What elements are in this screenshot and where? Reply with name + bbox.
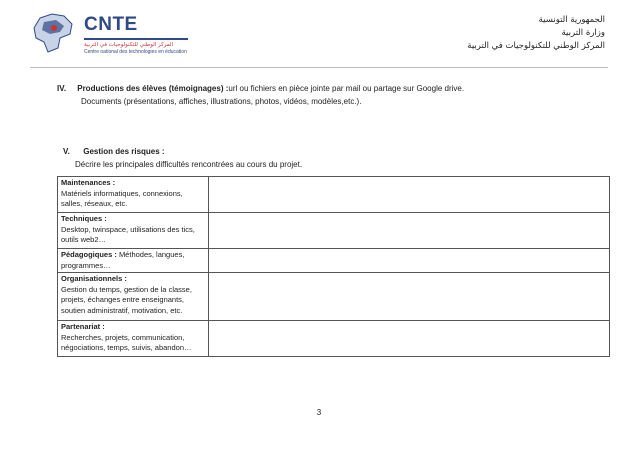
row-label-cell xyxy=(58,177,209,213)
row-title: Partenariat : xyxy=(61,322,105,331)
row-title: Pédagogiques : xyxy=(61,250,117,259)
cnte-logo xyxy=(30,12,200,62)
row-description: Desktop, twinspace, utilisations des tics, outils web2… xyxy=(61,224,195,244)
row-answer-cell[interactable] xyxy=(209,273,610,321)
row-description: Recherches, projets, communication, négociations, temps, suivis, abandon… xyxy=(61,332,192,352)
section-v-number: V. xyxy=(63,147,70,156)
table-row xyxy=(58,321,610,357)
section-v-subtext: Décrire les principales difficultés rencontrées au cours du projet. xyxy=(75,160,303,169)
row-description: Gestion du temps, gestion de la classe, projets, échanges entre enseignants, soutien administratif, motivation, etc. xyxy=(61,284,192,315)
logo-subtitle-arabic: المركز الوطني للتكنولوجيات في التربية xyxy=(84,42,174,48)
section-v-title: Gestion des risques : xyxy=(83,147,165,156)
header-line-republic: الجمهورية التونسية xyxy=(538,15,605,25)
row-description: Matériels informatiques, connexions, salles, réseaux, etc. xyxy=(61,188,183,208)
row-label-cell xyxy=(58,321,209,357)
arabic-header-lines xyxy=(467,14,605,53)
header-line-ministry: وزارة التربية xyxy=(561,28,605,38)
logo-divider xyxy=(84,38,188,40)
table-row xyxy=(58,273,610,321)
page-number: 3 xyxy=(316,408,322,417)
table-row xyxy=(58,249,610,273)
row-label-cell xyxy=(58,213,209,249)
row-title: Organisationnels : xyxy=(61,274,127,283)
tunisia-map-logo-icon xyxy=(30,12,76,54)
section-iv-heading xyxy=(57,84,464,93)
row-description: Méthodes, langues, programmes… xyxy=(61,250,185,270)
header-line-centre: المركز الوطني للتكنولوجيات في التربية xyxy=(467,41,605,51)
row-answer-cell[interactable] xyxy=(209,177,610,213)
table-row xyxy=(58,213,610,249)
logo-name: CNTE xyxy=(84,14,138,35)
row-answer-cell[interactable] xyxy=(209,213,610,249)
risk-table xyxy=(57,176,610,357)
section-iv-text: url ou fichiers en pièce jointe par mail ou partage sur Google drive. xyxy=(228,84,465,93)
row-label-cell xyxy=(58,249,209,273)
section-iv-number: IV. xyxy=(57,84,67,93)
page-header xyxy=(0,0,638,72)
row-answer-cell[interactable] xyxy=(209,249,610,273)
row-answer-cell[interactable] xyxy=(209,321,610,357)
row-title: Maintenances : xyxy=(61,178,116,187)
row-title: Techniques : xyxy=(61,214,107,223)
table-row xyxy=(58,177,610,213)
section-iv-title: Productions des élèves (témoignages) : xyxy=(77,84,229,93)
section-v-heading xyxy=(63,147,165,156)
section-iv-subtext: Documents (présentations, affiches, illustrations, photos, vidéos, modèles,etc.). xyxy=(81,97,362,106)
header-rule xyxy=(30,67,608,68)
logo-subtitle-french: Centre national des technologies en éducation xyxy=(84,49,187,55)
row-label-cell xyxy=(58,273,209,321)
